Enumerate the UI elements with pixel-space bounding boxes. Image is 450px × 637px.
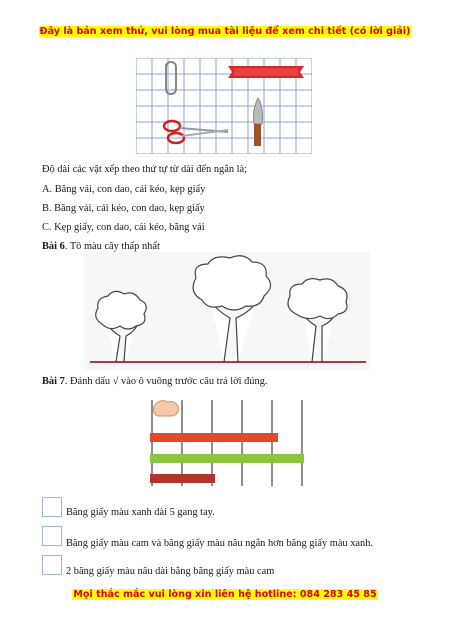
checkbox-1[interactable] [42, 497, 62, 517]
answer-a[interactable]: A. Băng vải, con dao, cái kéo, kẹp giấy [42, 184, 206, 195]
option-3-text: 2 băng giấy màu nâu dài bằng băng giấy màu cam [66, 566, 275, 577]
bai7-heading [42, 376, 267, 387]
option-1-text: Băng giấy màu xanh dài 5 gang tay. [66, 507, 215, 518]
bars-figure [150, 396, 306, 488]
answer-c[interactable]: C. Kẹp giấy, con dao, cái kéo, băng vải [42, 222, 205, 233]
preview-banner: Đây là bản xem thử, vui lòng mua tài liệu để xem chi tiết (có lời giải) [39, 26, 411, 37]
question-intro: Độ dài các vật xếp theo thứ tự từ dài đến ngắn là; [42, 164, 248, 175]
checkbox-3[interactable] [42, 555, 62, 575]
paper-strip-1 [150, 433, 278, 442]
bai6-label: Bài 6 [42, 241, 65, 252]
paper-strip-3 [150, 474, 215, 483]
hand-icon [154, 401, 179, 416]
objects-grid-figure [136, 58, 312, 154]
bai6-heading [42, 241, 160, 252]
bai7-label: Bài 7 [42, 376, 65, 387]
hotline-banner: Mọi thắc mắc vui lòng xin liên hệ hotline: 084 283 45 85 [73, 589, 377, 600]
bai6-text: . Tô màu cây thấp nhất [64, 241, 160, 252]
checkbox-2[interactable] [42, 526, 62, 546]
paper-strip-2 [150, 454, 304, 463]
answer-b[interactable]: B. Băng vải, cái kéo, con dao, kẹp giấy [42, 203, 205, 214]
trees-figure[interactable] [84, 252, 370, 370]
bai7-text: . Đánh dấu √ vào ô vuông trước câu trả lời đúng. [64, 376, 268, 387]
option-2-text: Băng giấy màu cam và băng giấy màu nâu ngắn hơn băng giấy màu xanh. [66, 538, 374, 549]
ribbon-icon [228, 66, 304, 78]
